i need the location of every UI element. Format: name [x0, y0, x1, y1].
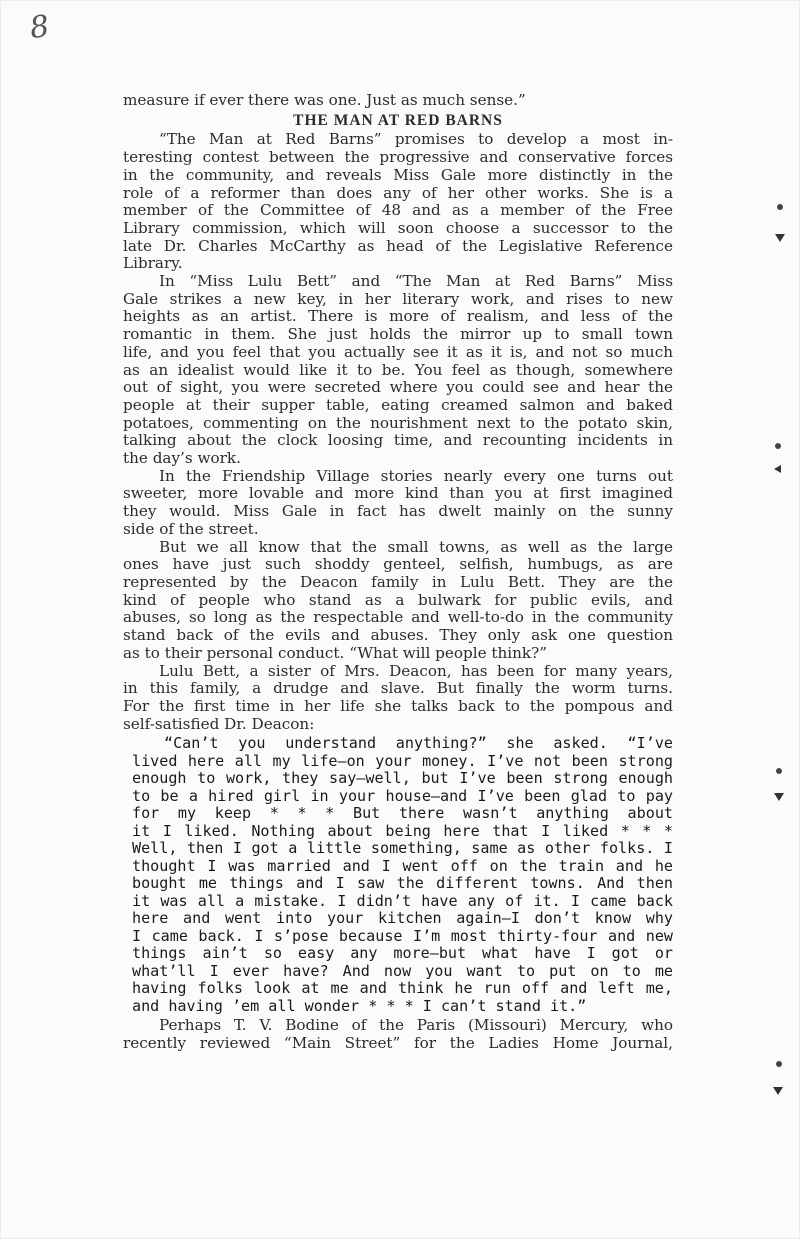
binding-mark-arrow	[774, 465, 781, 473]
quote-line: lived here all my life—on your money. I’ve not been strong	[132, 751, 673, 770]
text-line: talking about the clock loosing time, and recounting incidents in	[123, 431, 673, 450]
text-line: side of the street.	[123, 519, 259, 538]
binding-mark-triangle	[775, 234, 785, 242]
quote-line: things ain’t so easy any more—but what have I got or	[132, 944, 673, 963]
section-heading: THE MAN AT RED BARNS	[293, 111, 503, 129]
text-line: Library commission, which will soon choose a successor to the	[123, 218, 673, 237]
text-line: In the Friendship Village stories nearly every one turns out	[159, 466, 673, 485]
opening-line: measure if ever there was one. Just as much sense.”	[123, 91, 526, 109]
text-line: self-satisfied Dr. Deacon:	[123, 714, 315, 733]
text-line: sweeter, more lovable and more kind than you at first imagined	[123, 484, 673, 503]
text-line: romantic in them. She just holds the mirror up to small town	[123, 325, 673, 344]
quote-line: Well, then I got a little something, same as other folks. I	[132, 839, 673, 858]
text-line: life, and you feel that you actually see it as it is, and not so much	[123, 342, 673, 361]
handwritten-page-number: 8	[27, 8, 52, 47]
block-quote	[123, 735, 673, 1015]
text-line: teresting contest between the progressive and conservative forces	[123, 148, 673, 167]
article-body	[123, 92, 673, 1053]
paragraph-5	[123, 663, 673, 734]
text-line: member of the Committee of 48 and as a member of the Free	[123, 201, 673, 220]
quote-line: enough to work, they say—well, but I’ve been strong enough	[132, 769, 673, 788]
text-line: abuses, so long as the respectable and well-to-do in the community	[123, 608, 673, 627]
paragraph-6	[123, 1017, 673, 1052]
text-line: Perhaps T. V. Bodine of the Paris (Missouri) Mercury, who	[159, 1016, 673, 1035]
quote-line: here and went into your kitchen again—I don’t know why	[132, 909, 673, 928]
quote-line: and having ’em all wonder * * * I can’t stand it.”	[132, 996, 587, 1015]
binding-mark-dot	[776, 1061, 782, 1067]
text-line: potatoes, commenting on the nourishment next to the potato skin,	[123, 413, 673, 432]
text-line: Gale strikes a new key, in her literary work, and rises to new	[123, 289, 673, 308]
text-line: kind of people who stand as a bulwark for public evils, and	[123, 590, 673, 609]
text-line: stand back of the evils and abuses. They only ask one question	[123, 626, 673, 645]
text-line: heights as an artist. There is more of realism, and less of the	[123, 307, 673, 326]
text-line: they would. Miss Gale in fact has dwelt mainly on the sunny	[123, 502, 673, 521]
text-line: For the first time in her life she talks back to the pompous and	[123, 696, 673, 715]
paragraph-1	[123, 131, 673, 273]
binding-mark-triangle	[774, 793, 784, 801]
text-line: role of a reformer than does any of her other works. She is a	[123, 183, 673, 202]
quote-line: bought me things and I saw the different towns. And then	[132, 874, 673, 893]
text-line: late Dr. Charles McCarthy as head of the Legislative Reference	[123, 236, 673, 255]
text-line: in this family, a drudge and slave. But finally the worm turns.	[123, 679, 673, 698]
quote-line: having folks look at me and think he run off and left me,	[132, 979, 673, 998]
text-line: represented by the Deacon family in Lulu Bett. They are the	[123, 572, 673, 591]
binding-mark-dot	[777, 204, 783, 210]
quote-line: it was all a mistake. I didn’t have any of it. I came back	[132, 891, 673, 910]
text-line: recently reviewed “Main Street” for the Ladies Home Journal,	[123, 1034, 673, 1053]
text-line: But we all know that the small towns, as well as the large	[159, 537, 673, 556]
quote-line: to be a hired girl in your house—and I’ve been glad to pay	[132, 786, 673, 805]
binding-mark-dot	[775, 443, 781, 449]
text-line: as to their personal conduct. “What will people think?”	[123, 643, 548, 662]
paragraph-3	[123, 468, 673, 539]
binding-mark-triangle	[773, 1087, 783, 1095]
text-line: in the community, and reveals Miss Gale more distinctly in the	[123, 165, 673, 184]
text-line: people at their supper table, eating creamed salmon and baked	[123, 395, 673, 414]
quote-line: what’ll I ever have? And now you want to put on to me	[132, 961, 673, 980]
text-line: ones have just such shoddy genteel, selfish, humbugs, as are	[123, 555, 673, 574]
quote-line: it I liked. Nothing about being here that I liked * * *	[132, 821, 673, 840]
text-line: Lulu Bett, a sister of Mrs. Deacon, has been for many years,	[159, 661, 673, 680]
quote-line: thought I was married and I went off on the train and he	[132, 856, 673, 875]
text-line: out of sight, you were secreted where you could see and hear the	[123, 378, 673, 397]
paragraph-2	[123, 273, 673, 468]
text-line: as an idealist would like it to be. You feel as though, somewhere	[123, 360, 673, 379]
text-line: Library.	[123, 254, 183, 273]
quote-line: I came back. I s’pose because I’m most thirty-four and new	[132, 926, 673, 945]
text-line: In “Miss Lulu Bett” and “The Man at Red Barns” Miss	[159, 272, 673, 291]
paragraph-4	[123, 539, 673, 663]
text-line: the day’s work.	[123, 449, 241, 468]
quote-line: “Can’t you understand anything?” she asked. “I’ve	[164, 734, 673, 753]
quote-line: for my keep * * * But there wasn’t anything about	[132, 804, 673, 823]
binding-mark-dot	[776, 768, 782, 774]
text-line: “The Man at Red Barns” promises to develop a most in-	[159, 130, 673, 149]
